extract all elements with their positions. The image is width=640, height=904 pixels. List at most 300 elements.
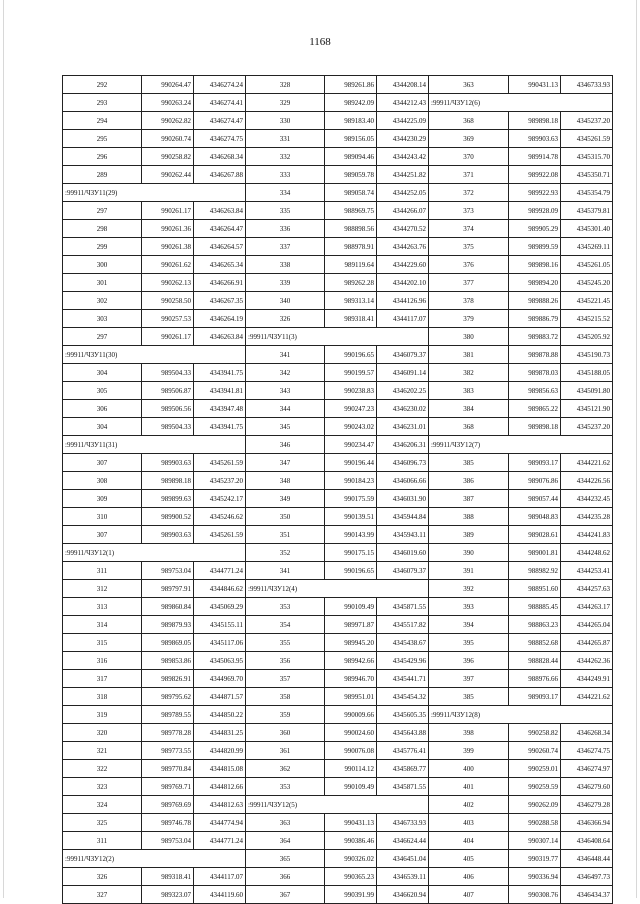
point-number-cell: 312 [63, 580, 142, 598]
point-number-cell: 388 [429, 508, 509, 526]
x-coordinate-cell: 989905.29 [509, 220, 561, 238]
point-number-cell: 369 [429, 130, 509, 148]
x-coordinate-cell: 989898.18 [142, 472, 194, 490]
x-coordinate-cell: 989900.52 [142, 508, 194, 526]
x-coordinate-cell: 989797.91 [142, 580, 194, 598]
point-number-cell: 400 [429, 760, 509, 778]
table-row [63, 868, 613, 886]
point-number-cell: 339 [246, 274, 325, 292]
x-coordinate-cell: 990175.15 [325, 544, 377, 562]
table-row [63, 652, 613, 670]
point-number-cell: 328 [246, 76, 325, 94]
y-coordinate-cell: 4344241.83 [561, 526, 613, 544]
y-coordinate-cell: 4346264.19 [194, 310, 246, 328]
table-row [63, 310, 613, 328]
y-coordinate-cell: 4345245.20 [561, 274, 613, 292]
x-coordinate-cell: 990199.57 [325, 364, 377, 382]
point-number-cell: 349 [246, 490, 325, 508]
point-number-cell: 368 [429, 418, 509, 436]
x-coordinate-cell: 990288.58 [509, 814, 561, 832]
y-coordinate-cell: 4344249.91 [561, 670, 613, 688]
y-coordinate-cell: 4344850.22 [194, 706, 246, 724]
section-label-cell: :99911/ЧЗУ11(31) [63, 436, 246, 454]
x-coordinate-cell: 990109.49 [325, 598, 377, 616]
point-number-cell: 338 [246, 256, 325, 274]
x-coordinate-cell: 990262.13 [142, 274, 194, 292]
point-number-cell: 294 [63, 112, 142, 130]
y-coordinate-cell: 4346448.44 [561, 850, 613, 868]
y-coordinate-cell: 4343941.75 [194, 418, 246, 436]
point-number-cell: 391 [429, 562, 509, 580]
point-number-cell: 346 [246, 436, 325, 454]
x-coordinate-cell: 989942.66 [325, 652, 377, 670]
point-number-cell: 321 [63, 742, 142, 760]
y-coordinate-cell: 4344265.87 [561, 634, 613, 652]
point-number-cell: 327 [63, 886, 142, 904]
y-coordinate-cell: 4344229.60 [377, 256, 429, 274]
x-coordinate-cell: 990262.09 [509, 796, 561, 814]
table-row [63, 328, 613, 346]
x-coordinate-cell: 989856.63 [509, 382, 561, 400]
x-coordinate-cell: 990175.59 [325, 490, 377, 508]
point-number-cell: 380 [429, 328, 509, 346]
x-coordinate-cell: 989770.84 [142, 760, 194, 778]
point-number-cell: 337 [246, 238, 325, 256]
x-coordinate-cell: 988969.75 [325, 202, 377, 220]
x-coordinate-cell: 989899.63 [142, 490, 194, 508]
y-coordinate-cell: 4344252.05 [377, 184, 429, 202]
y-coordinate-cell: 4346264.47 [194, 220, 246, 238]
point-number-cell: 393 [429, 598, 509, 616]
point-number-cell: 387 [429, 490, 509, 508]
y-coordinate-cell: 4346268.34 [194, 148, 246, 166]
x-coordinate-cell: 989001.81 [509, 544, 561, 562]
y-coordinate-cell: 4345237.20 [194, 472, 246, 490]
x-coordinate-cell: 989899.59 [509, 238, 561, 256]
x-coordinate-cell: 990247.23 [325, 400, 377, 418]
point-number-cell: 289 [63, 166, 142, 184]
section-label-cell: :99911/ЧЗУ11(29) [63, 184, 246, 202]
y-coordinate-cell: 4346267.35 [194, 292, 246, 310]
section-label-cell: :99911/ЧЗУ11(3) [246, 328, 429, 346]
x-coordinate-cell: 990009.66 [325, 706, 377, 724]
y-coordinate-cell: 4346274.75 [561, 742, 613, 760]
point-number-cell: 378 [429, 292, 509, 310]
y-coordinate-cell: 4346268.34 [561, 724, 613, 742]
section-label-cell: :99911/ЧЗУ12(2) [63, 850, 246, 868]
table-row [63, 364, 613, 382]
y-coordinate-cell: 4346267.88 [194, 166, 246, 184]
table-row [63, 76, 613, 94]
x-coordinate-cell: 989898.18 [509, 418, 561, 436]
coordinates-table-body [63, 76, 613, 904]
point-number-cell: 335 [246, 202, 325, 220]
y-coordinate-cell: 4345242.17 [194, 490, 246, 508]
table-row [63, 580, 613, 598]
point-number-cell: 309 [63, 490, 142, 508]
point-number-cell: 381 [429, 346, 509, 364]
point-number-cell: 361 [246, 742, 325, 760]
right-scan-edge [636, 0, 637, 898]
point-number-cell: 340 [246, 292, 325, 310]
x-coordinate-cell: 989888.26 [509, 292, 561, 310]
x-coordinate-cell: 989076.86 [509, 472, 561, 490]
x-coordinate-cell: 990263.24 [142, 94, 194, 112]
table-row [63, 274, 613, 292]
table-row [63, 742, 613, 760]
y-coordinate-cell: 4345117.06 [194, 634, 246, 652]
point-number-cell: 347 [246, 454, 325, 472]
table-row [63, 184, 613, 202]
x-coordinate-cell: 990336.94 [509, 868, 561, 886]
table-row [63, 112, 613, 130]
x-coordinate-cell: 989898.18 [509, 112, 561, 130]
x-coordinate-cell: 990319.77 [509, 850, 561, 868]
y-coordinate-cell: 4346620.94 [377, 886, 429, 904]
table-row [63, 886, 613, 904]
x-coordinate-cell: 989773.55 [142, 742, 194, 760]
y-coordinate-cell: 4346266.91 [194, 274, 246, 292]
x-coordinate-cell: 989048.83 [509, 508, 561, 526]
y-coordinate-cell: 4346231.01 [377, 418, 429, 436]
point-number-cell: 336 [246, 220, 325, 238]
y-coordinate-cell: 4344831.25 [194, 724, 246, 742]
point-number-cell: 368 [429, 112, 509, 130]
y-coordinate-cell: 4345315.70 [561, 148, 613, 166]
point-number-cell: 358 [246, 688, 325, 706]
point-number-cell: 377 [429, 274, 509, 292]
point-number-cell: 295 [63, 130, 142, 148]
point-number-cell: 322 [63, 760, 142, 778]
point-number-cell: 359 [246, 706, 325, 724]
point-number-cell: 355 [246, 634, 325, 652]
y-coordinate-cell: 4345605.35 [377, 706, 429, 724]
x-coordinate-cell: 990261.38 [142, 238, 194, 256]
x-coordinate-cell: 990258.82 [509, 724, 561, 742]
y-coordinate-cell: 4345441.71 [377, 670, 429, 688]
x-coordinate-cell: 990024.60 [325, 724, 377, 742]
x-coordinate-cell: 990109.49 [325, 778, 377, 796]
table-row [63, 598, 613, 616]
point-number-cell: 360 [246, 724, 325, 742]
point-number-cell: 331 [246, 130, 325, 148]
x-coordinate-cell: 989028.61 [509, 526, 561, 544]
point-number-cell: 384 [429, 400, 509, 418]
y-coordinate-cell: 4343941.75 [194, 364, 246, 382]
y-coordinate-cell: 4344871.57 [194, 688, 246, 706]
y-coordinate-cell: 4344263.76 [377, 238, 429, 256]
point-number-cell: 363 [429, 76, 509, 94]
x-coordinate-cell: 989878.88 [509, 346, 561, 364]
y-coordinate-cell: 4346096.73 [377, 454, 429, 472]
y-coordinate-cell: 4346274.97 [561, 760, 613, 778]
point-number-cell: 296 [63, 148, 142, 166]
x-coordinate-cell: 989242.09 [325, 94, 377, 112]
x-coordinate-cell: 989059.78 [325, 166, 377, 184]
x-coordinate-cell: 989318.41 [142, 868, 194, 886]
x-coordinate-cell: 990262.82 [142, 112, 194, 130]
y-coordinate-cell: 4346066.66 [377, 472, 429, 490]
point-number-cell: 379 [429, 310, 509, 328]
point-number-cell: 292 [63, 76, 142, 94]
y-coordinate-cell: 4345871.55 [377, 778, 429, 796]
x-coordinate-cell: 990234.47 [325, 436, 377, 454]
table-row [63, 292, 613, 310]
point-number-cell: 373 [429, 202, 509, 220]
x-coordinate-cell: 989860.84 [142, 598, 194, 616]
y-coordinate-cell: 4344771.24 [194, 562, 246, 580]
y-coordinate-cell: 4343947.48 [194, 400, 246, 418]
point-number-cell: 366 [246, 868, 325, 886]
point-number-cell: 313 [63, 598, 142, 616]
y-coordinate-cell: 4346451.04 [377, 850, 429, 868]
x-coordinate-cell: 989903.63 [509, 130, 561, 148]
x-coordinate-cell: 989903.63 [142, 526, 194, 544]
y-coordinate-cell: 4344251.82 [377, 166, 429, 184]
point-number-cell: 310 [63, 508, 142, 526]
x-coordinate-cell: 990258.50 [142, 292, 194, 310]
point-number-cell: 307 [63, 526, 142, 544]
point-number-cell: 333 [246, 166, 325, 184]
x-coordinate-cell: 990243.02 [325, 418, 377, 436]
table-row [63, 220, 613, 238]
y-coordinate-cell: 4344812.66 [194, 778, 246, 796]
x-coordinate-cell: 989093.17 [509, 688, 561, 706]
table-row [63, 130, 613, 148]
x-coordinate-cell: 989789.55 [142, 706, 194, 724]
point-number-cell: 342 [246, 364, 325, 382]
y-coordinate-cell: 4345261.59 [194, 526, 246, 544]
x-coordinate-cell: 989795.62 [142, 688, 194, 706]
table-row [63, 562, 613, 580]
point-number-cell: 405 [429, 850, 509, 868]
x-coordinate-cell: 989922.08 [509, 166, 561, 184]
point-number-cell: 298 [63, 220, 142, 238]
point-number-cell: 308 [63, 472, 142, 490]
section-label-cell: :99911/ЧЗУ12(5) [246, 796, 429, 814]
y-coordinate-cell: 4344257.63 [561, 580, 613, 598]
x-coordinate-cell: 990264.47 [142, 76, 194, 94]
y-coordinate-cell: 4346264.57 [194, 238, 246, 256]
point-number-cell: 303 [63, 310, 142, 328]
point-number-cell: 325 [63, 814, 142, 832]
coordinates-table [62, 75, 613, 904]
point-number-cell: 396 [429, 652, 509, 670]
table-row [63, 526, 613, 544]
x-coordinate-cell: 989945.20 [325, 634, 377, 652]
x-coordinate-cell: 989778.28 [142, 724, 194, 742]
x-coordinate-cell: 989886.79 [509, 310, 561, 328]
y-coordinate-cell: 4346079.37 [377, 346, 429, 364]
point-number-cell: 324 [63, 796, 142, 814]
point-number-cell: 293 [63, 94, 142, 112]
x-coordinate-cell: 988885.45 [509, 598, 561, 616]
x-coordinate-cell: 989506.87 [142, 382, 194, 400]
x-coordinate-cell: 989057.44 [509, 490, 561, 508]
point-number-cell: 390 [429, 544, 509, 562]
y-coordinate-cell: 4345517.82 [377, 616, 429, 634]
table-row [63, 490, 613, 508]
point-number-cell: 372 [429, 184, 509, 202]
x-coordinate-cell: 989261.86 [325, 76, 377, 94]
y-coordinate-cell: 4344266.07 [377, 202, 429, 220]
x-coordinate-cell: 990262.44 [142, 166, 194, 184]
point-number-cell: 376 [429, 256, 509, 274]
point-number-cell: 318 [63, 688, 142, 706]
y-coordinate-cell: 4345069.29 [194, 598, 246, 616]
y-coordinate-cell: 4346206.31 [377, 436, 429, 454]
x-coordinate-cell: 989093.17 [509, 454, 561, 472]
y-coordinate-cell: 4344119.60 [194, 886, 246, 904]
point-number-cell: 351 [246, 526, 325, 544]
y-coordinate-cell: 4346091.14 [377, 364, 429, 382]
table-row [63, 418, 613, 436]
y-coordinate-cell: 4344232.45 [561, 490, 613, 508]
x-coordinate-cell: 989865.22 [509, 400, 561, 418]
y-coordinate-cell: 4346079.37 [377, 562, 429, 580]
x-coordinate-cell: 988982.92 [509, 562, 561, 580]
x-coordinate-cell: 990365.23 [325, 868, 377, 886]
y-coordinate-cell: 4344117.07 [194, 868, 246, 886]
table-row [63, 832, 613, 850]
table-row [63, 706, 613, 724]
point-number-cell: 371 [429, 166, 509, 184]
x-coordinate-cell: 989898.16 [509, 256, 561, 274]
x-coordinate-cell: 988852.68 [509, 634, 561, 652]
section-label-cell: :99911/ЧЗУ11(30) [63, 346, 246, 364]
point-number-cell: 320 [63, 724, 142, 742]
x-coordinate-cell: 990260.74 [142, 130, 194, 148]
x-coordinate-cell: 988828.44 [509, 652, 561, 670]
y-coordinate-cell: 4344265.04 [561, 616, 613, 634]
x-coordinate-cell: 989971.87 [325, 616, 377, 634]
y-coordinate-cell: 4344262.36 [561, 652, 613, 670]
x-coordinate-cell: 990307.14 [509, 832, 561, 850]
y-coordinate-cell: 4345354.79 [561, 184, 613, 202]
x-coordinate-cell: 989753.04 [142, 562, 194, 580]
point-number-cell: 300 [63, 256, 142, 274]
x-coordinate-cell: 990238.83 [325, 382, 377, 400]
point-number-cell: 353 [246, 598, 325, 616]
x-coordinate-cell: 989769.69 [142, 796, 194, 814]
y-coordinate-cell: 4345091.80 [561, 382, 613, 400]
section-label-cell: :99911/ЧЗУ12(7) [429, 436, 613, 454]
point-number-cell: 301 [63, 274, 142, 292]
x-coordinate-cell: 989504.33 [142, 364, 194, 382]
point-number-cell: 307 [63, 454, 142, 472]
point-number-cell: 302 [63, 292, 142, 310]
y-coordinate-cell: 4346408.64 [561, 832, 613, 850]
x-coordinate-cell: 990260.74 [509, 742, 561, 760]
y-coordinate-cell: 4345454.32 [377, 688, 429, 706]
point-number-cell: 329 [246, 94, 325, 112]
y-coordinate-cell: 4344208.14 [377, 76, 429, 94]
y-coordinate-cell: 4345261.05 [561, 256, 613, 274]
x-coordinate-cell: 989156.05 [325, 130, 377, 148]
y-coordinate-cell: 4345221.45 [561, 292, 613, 310]
table-row [63, 778, 613, 796]
y-coordinate-cell: 4344263.17 [561, 598, 613, 616]
x-coordinate-cell: 989183.40 [325, 112, 377, 130]
table-row [63, 382, 613, 400]
table-row [63, 670, 613, 688]
y-coordinate-cell: 4345190.73 [561, 346, 613, 364]
point-number-cell: 326 [246, 310, 325, 328]
point-number-cell: 315 [63, 634, 142, 652]
point-number-cell: 382 [429, 364, 509, 382]
section-label-cell: :99911/ЧЗУ12(4) [246, 580, 429, 598]
x-coordinate-cell: 989504.33 [142, 418, 194, 436]
x-coordinate-cell: 988898.56 [325, 220, 377, 238]
table-row [63, 616, 613, 634]
x-coordinate-cell: 990308.76 [509, 886, 561, 904]
x-coordinate-cell: 990261.17 [142, 328, 194, 346]
y-coordinate-cell: 4345155.11 [194, 616, 246, 634]
x-coordinate-cell: 989506.56 [142, 400, 194, 418]
y-coordinate-cell: 4345438.67 [377, 634, 429, 652]
table-row [63, 760, 613, 778]
point-number-cell: 397 [429, 670, 509, 688]
x-coordinate-cell: 989094.46 [325, 148, 377, 166]
point-number-cell: 364 [246, 832, 325, 850]
y-coordinate-cell: 4346263.84 [194, 328, 246, 346]
y-coordinate-cell: 4346733.93 [561, 76, 613, 94]
point-number-cell: 406 [429, 868, 509, 886]
point-number-cell: 362 [246, 760, 325, 778]
point-number-cell: 348 [246, 472, 325, 490]
table-row [63, 634, 613, 652]
table-row [63, 148, 613, 166]
point-number-cell: 402 [429, 796, 509, 814]
y-coordinate-cell: 4346031.90 [377, 490, 429, 508]
y-coordinate-cell: 4346733.93 [377, 814, 429, 832]
x-coordinate-cell: 989769.71 [142, 778, 194, 796]
x-coordinate-cell: 989894.20 [509, 274, 561, 292]
x-coordinate-cell: 989313.14 [325, 292, 377, 310]
point-number-cell: 332 [246, 148, 325, 166]
point-number-cell: 407 [429, 886, 509, 904]
x-coordinate-cell: 990114.12 [325, 760, 377, 778]
y-coordinate-cell: 4344221.62 [561, 688, 613, 706]
point-number-cell: 316 [63, 652, 142, 670]
point-number-cell: 330 [246, 112, 325, 130]
x-coordinate-cell: 989879.93 [142, 616, 194, 634]
y-coordinate-cell: 4345188.05 [561, 364, 613, 382]
x-coordinate-cell: 990261.62 [142, 256, 194, 274]
point-number-cell: 398 [429, 724, 509, 742]
table-row [63, 850, 613, 868]
table-row [63, 94, 613, 112]
point-number-cell: 319 [63, 706, 142, 724]
y-coordinate-cell: 4346202.25 [377, 382, 429, 400]
point-number-cell: 394 [429, 616, 509, 634]
point-number-cell: 350 [246, 508, 325, 526]
y-coordinate-cell: 4344815.08 [194, 760, 246, 778]
y-coordinate-cell: 4345943.11 [377, 526, 429, 544]
table-row [63, 454, 613, 472]
y-coordinate-cell: 4344820.99 [194, 742, 246, 760]
point-number-cell: 334 [246, 184, 325, 202]
point-number-cell: 297 [63, 328, 142, 346]
point-number-cell: 383 [429, 382, 509, 400]
x-coordinate-cell: 989928.09 [509, 202, 561, 220]
x-coordinate-cell: 989318.41 [325, 310, 377, 328]
table-row [63, 796, 613, 814]
y-coordinate-cell: 4344126.96 [377, 292, 429, 310]
y-coordinate-cell: 4345871.55 [377, 598, 429, 616]
point-number-cell: 353 [246, 778, 325, 796]
y-coordinate-cell: 4345246.62 [194, 508, 246, 526]
